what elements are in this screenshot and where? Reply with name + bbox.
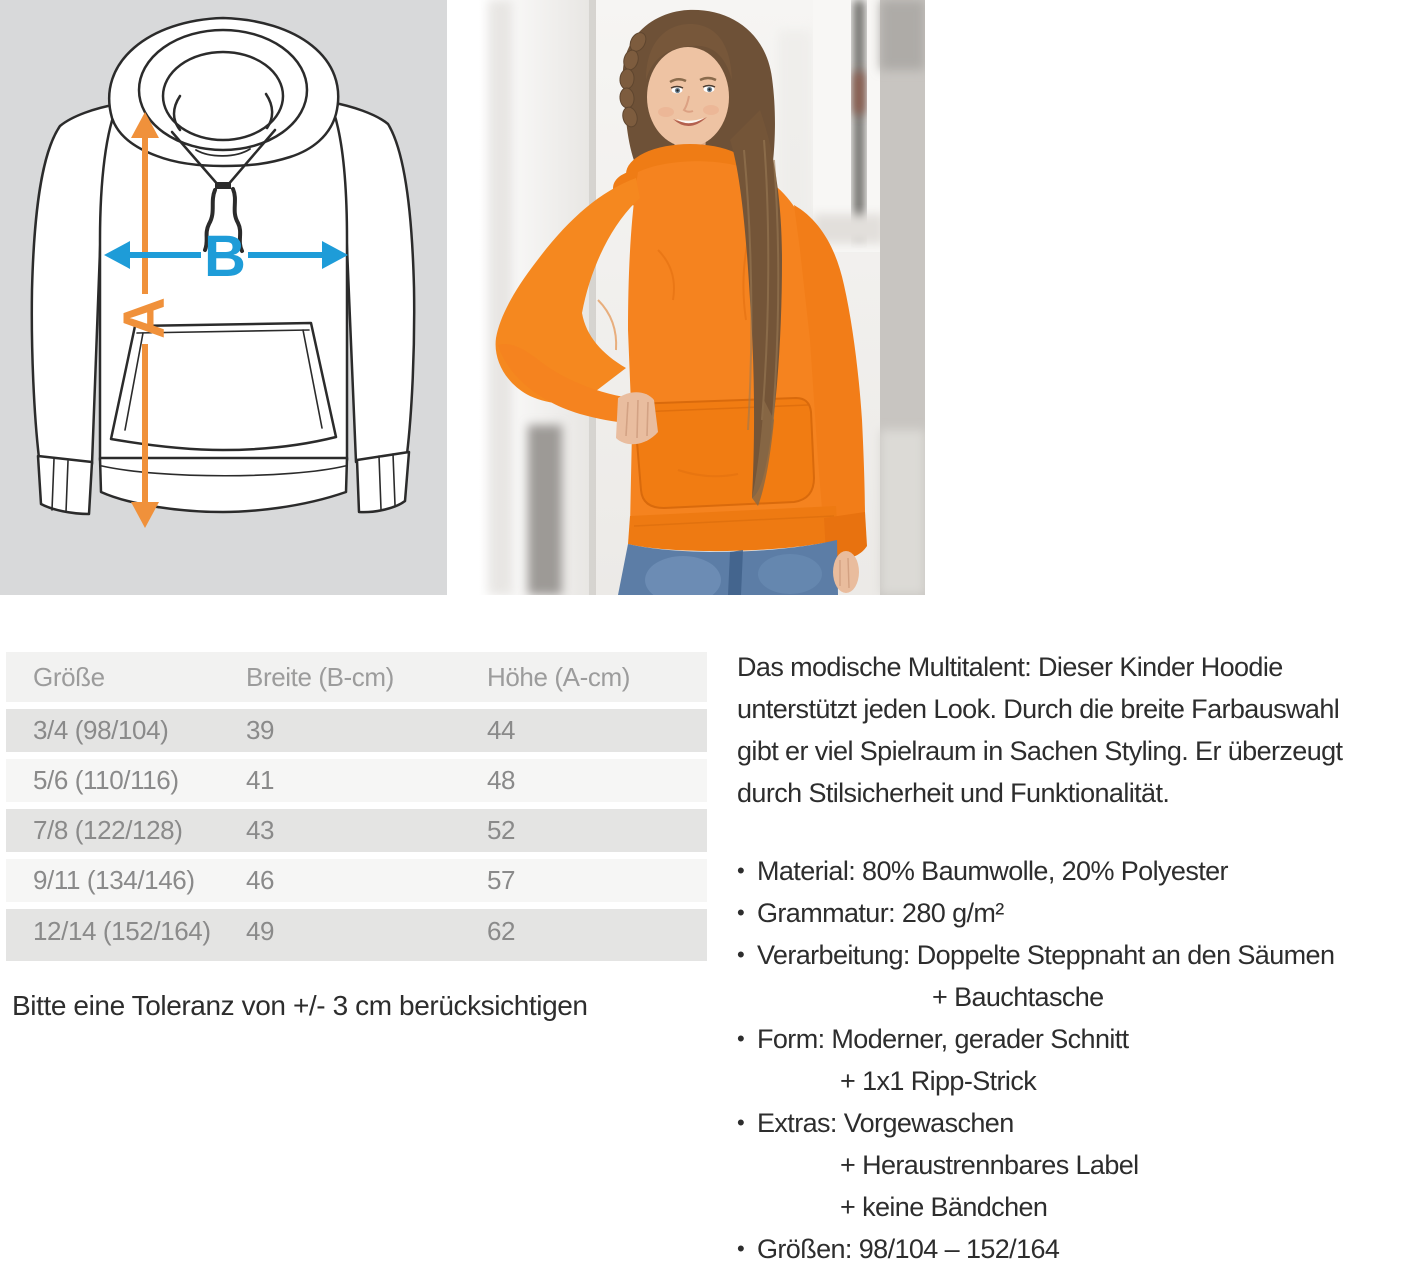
- width-label-b: B: [204, 224, 246, 289]
- description-line: Das modische Multitalent: Dieser Kinder Hoodie: [737, 652, 1283, 682]
- size-table-header: [6, 652, 707, 702]
- bullet-text: Verarbeitung: Doppelte Steppnaht an den Säumen: [757, 940, 1335, 970]
- description-intro: [737, 646, 1416, 814]
- model-photo-illustration: [478, 0, 925, 595]
- bullet-dot: •: [737, 858, 745, 883]
- cell-groesse: 12/14 (152/164): [33, 916, 211, 946]
- hoodie-pocket: [630, 398, 814, 508]
- face: [647, 47, 729, 147]
- cell-breite: 39: [246, 715, 275, 745]
- description-line: unterstützt jeden Look. Durch die breite Farbauswahl: [737, 694, 1340, 724]
- bullet-text: Größen: 98/104 – 152/164: [757, 1234, 1060, 1264]
- tolerance-note: Bitte eine Toleranz von +/- 3 cm berücksichtigen: [12, 990, 588, 1021]
- bullet-text: Form: Moderner, gerader Schnitt: [757, 1024, 1129, 1054]
- bullet-dot: •: [737, 942, 745, 967]
- cell-breite: 43: [246, 815, 275, 845]
- product-photo: [478, 0, 925, 595]
- column-header-groesse: Größe: [33, 661, 105, 692]
- bullet-item: [737, 1228, 1416, 1270]
- bullet-dot: •: [737, 1236, 745, 1261]
- hoodie-left-cuff: [38, 456, 92, 514]
- bullet-text: Material: 80% Baumwolle, 20% Polyester: [757, 856, 1228, 886]
- bullet-item: [737, 934, 1416, 1018]
- size-table-body: [6, 709, 707, 961]
- left-hand-in-pocket: [616, 392, 658, 444]
- bullet-text: Grammatur: 280 g/m²: [757, 898, 1004, 928]
- column-header-breite: Breite (B-cm): [246, 661, 394, 692]
- bullet-item: [737, 850, 1416, 892]
- bullet-item: [737, 892, 1416, 934]
- bullet-text: Extras: Vorgewaschen: [757, 1108, 1014, 1138]
- cell-breite: 49: [246, 916, 275, 946]
- cell-groesse: 9/11 (134/146): [33, 865, 195, 895]
- column-header-hoehe: Höhe (A-cm): [487, 661, 630, 692]
- cell-breite: 46: [246, 865, 275, 895]
- product-description: [737, 646, 1416, 1270]
- bullet-dot: •: [737, 900, 745, 925]
- bullet-item: [737, 1102, 1416, 1228]
- bullet-continuation: + Bauchtasche: [932, 982, 1104, 1012]
- table-row: [6, 709, 707, 752]
- bullet-continuation: + Heraustrennbares Label: [840, 1150, 1139, 1180]
- hoodie-right-cuff: [357, 452, 409, 512]
- height-label-a: A: [112, 297, 177, 339]
- description-bullets: [737, 850, 1416, 1270]
- bullet-dot: •: [737, 1026, 745, 1051]
- cell-groesse: 7/8 (122/128): [33, 815, 183, 845]
- cell-hoehe: 57: [487, 865, 516, 895]
- cell-hoehe: 48: [487, 765, 516, 795]
- description-line: gibt er viel Spielraum in Sachen Styling. Er überzeugt: [737, 736, 1343, 766]
- bullet-item: [737, 1018, 1416, 1102]
- bullet-dot: •: [737, 1110, 745, 1135]
- table-row: [6, 859, 707, 902]
- size-diagram: [0, 0, 447, 595]
- cell-groesse: 3/4 (98/104): [33, 715, 169, 745]
- table-row: [6, 759, 707, 802]
- hoodie-measurement-illustration: [0, 0, 447, 595]
- cell-hoehe: 62: [487, 916, 516, 946]
- right-hand: [833, 551, 859, 593]
- cell-groesse: 5/6 (110/116): [33, 765, 179, 795]
- cell-hoehe: 44: [487, 715, 516, 745]
- bullet-continuation: + 1x1 Ripp-Strick: [840, 1066, 1037, 1096]
- size-table: [6, 652, 707, 961]
- bullet-continuation: + keine Bändchen: [840, 1192, 1048, 1222]
- cell-hoehe: 52: [487, 815, 516, 845]
- cell-breite: 41: [246, 765, 275, 795]
- table-row: [6, 909, 707, 961]
- description-line: durch Stilsicherheit und Funktionalität.: [737, 778, 1170, 808]
- table-row: [6, 809, 707, 852]
